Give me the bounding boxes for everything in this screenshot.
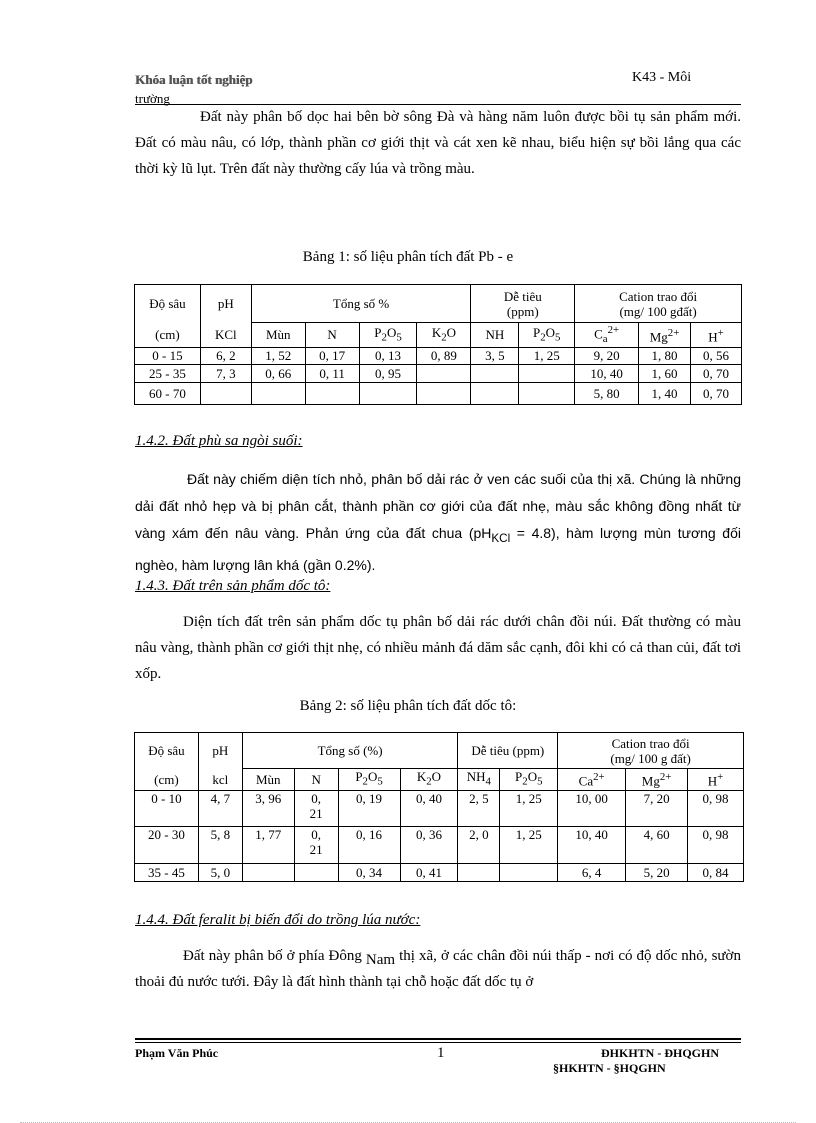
paragraph-1: Đất này phân bố dọc hai bên bờ sông Đà và hàng năm luôn được bồi tụ sản phẩm mới. Đất có màu nâu, có lớp, thành phần cơ giới thịt và cát xen kẽ nhau, biểu hiện sự bồi lắng qua các thời kỳ lũ lụt. Trên đất này thường cấy lúa và trồng màu.	[135, 109, 741, 177]
t2-h-depth: Độ sâu	[135, 733, 199, 769]
header-title: Khóa luận tốt nghiệp	[135, 72, 253, 87]
table-2	[134, 732, 744, 882]
header-right: K43 - Môi	[632, 70, 692, 85]
heading-1-4-4: 1.4.4. Đất feralit bị biến đổi do trồng lúa nước:	[135, 912, 421, 928]
t1-h-n: N	[305, 323, 359, 348]
t1-h-mg: $Mg^{2+}$	[639, 323, 691, 348]
t2-h-k2o: $K_2O$	[400, 769, 458, 791]
table-row: 0 - 15 6, 2 1, 52 0, 17 0, 13 0, 89 3, 5 1, 25 9, 20 1, 80 0, 56	[135, 347, 742, 364]
t2-h-ca: $Ca^{2+}$	[558, 769, 626, 791]
t2-h-h: H+	[688, 769, 744, 791]
t1-h-depth-unit: (cm)	[135, 323, 201, 348]
t1-h-nh: NH	[471, 323, 519, 348]
t2-h-mun: Mùn	[242, 769, 294, 791]
footer-institution-alt: §HKHTN - §HQGHN	[553, 1061, 666, 1075]
t2-h-p2o5-easy: $P_2O_5$	[500, 769, 558, 791]
table1-caption: Bảng 1: số liệu phân tích đất Pb - e	[302, 249, 514, 265]
t1-h-total: Tổng số %	[251, 285, 471, 323]
page-number: 1	[437, 1045, 445, 1061]
t1-h-cation: Cation trao đổi (mg/ 100 gđất)	[575, 285, 742, 323]
t1-h-ca: $C_a^{2+}$	[575, 323, 639, 348]
table-row: 0 - 10 4, 7 3, 96 0, 21 0, 19 0, 40 2, 5 1, 25 10, 00 7, 20 0, 98	[135, 790, 744, 826]
paragraph-2: Đất này chiếm diện tích nhỏ, phân bố dải rác ở ven các suối của thị xã. Chúng là những dải đất nhỏ hẹp và bị phân cắt, thành phần cơ giới của đất nhẹ, màu sắc không đồng nhất từ vàng xám đến nâu vàng. Phản ứng của đất chua $(pH_{KCl} = 4.8)$, hàm lượng mùn tương đối nghèo, hàm lượng lân khá (gần 0.2%).	[135, 471, 741, 573]
table-row: 60 - 70 5, 80 1, 40 0, 70	[135, 382, 742, 404]
paragraph-4: Đất này phân bố ở phía Đông Nam thị xã, ở các chân đồi núi thấp - nơi có độ dốc nhỏ, sườn thoải đủ nước tưới. Đây là đất hình thành tại chỗ hoặc đất dốc tụ ở	[135, 948, 741, 990]
t1-h-ph-unit: KCl	[200, 323, 251, 348]
t1-h-p2o5-easy: $P_2O_5$	[519, 323, 575, 348]
t2-h-easy: Dễ tiêu (ppm)	[458, 733, 558, 769]
t2-h-n: N	[294, 769, 338, 791]
t2-h-ph-unit: kcl	[198, 769, 242, 791]
t2-h-cation: Cation trao đổi (mg/ 100 g đất)	[558, 733, 744, 769]
footer-author: Phạm Văn Phúc	[135, 1046, 219, 1060]
t1-h-ph: pH	[200, 285, 251, 323]
heading-1-4-3: 1.4.3. Đất trên sản phẩm dốc tô:	[135, 578, 331, 594]
t1-h-k2o: $K_2O$	[417, 323, 471, 348]
table-row: 35 - 45 5, 0 0, 34 0, 41 6, 4 5, 20 0, 84	[135, 863, 744, 881]
footer-rule-thin	[135, 1042, 741, 1043]
t1-h-mun: Mùn	[251, 323, 305, 348]
t1-h-easy: Dễ tiêu (ppm)	[471, 285, 575, 323]
paragraph-3: Diện tích đất trên sản phẩm dốc tụ phân bố dải rác dưới chân đồi núi. Đất thường có màu nâu vàng, thành phần cơ giới thịt nhẹ, có nhiều mảnh đá dăm sắc cạnh, đôi khi có cả than củi, đất tơi xốp.	[135, 614, 741, 682]
t1-h-depth: Độ sâu	[135, 285, 201, 323]
table-1	[134, 284, 742, 405]
t1-h-h: H+	[691, 323, 742, 348]
t2-h-nh4: $NH_4$	[458, 769, 500, 791]
table-row: 20 - 30 5, 8 1, 77 0, 21 0, 16 0, 36 2, 0 1, 25 10, 40 4, 60 0, 98	[135, 826, 744, 863]
heading-1-4-2: 1.4.2. Đất phù sa ngòi suối:	[135, 433, 303, 449]
t2-h-depth-unit: (cm)	[135, 769, 199, 791]
t2-h-total: Tổng số (%)	[242, 733, 458, 769]
table-row: 25 - 35 7, 3 0, 66 0, 11 0, 95 10, 40 1, 60 0, 70	[135, 364, 742, 382]
header-title-cont: trường	[135, 91, 170, 106]
footer-institution: ĐHKHTN - ĐHQGHN	[601, 1046, 720, 1060]
header-left	[135, 70, 295, 108]
t2-h-p2o5: $P_2O_5$	[338, 769, 400, 791]
table2-caption: Bảng 2: số liệu phân tích đất dốc tô:	[299, 698, 517, 714]
t2-h-mg: $Mg^{2+}$	[626, 769, 688, 791]
t2-h-ph: pH	[198, 733, 242, 769]
t1-h-p2o5: $P_2O_5$	[359, 323, 417, 348]
footer-rule	[135, 1038, 741, 1040]
